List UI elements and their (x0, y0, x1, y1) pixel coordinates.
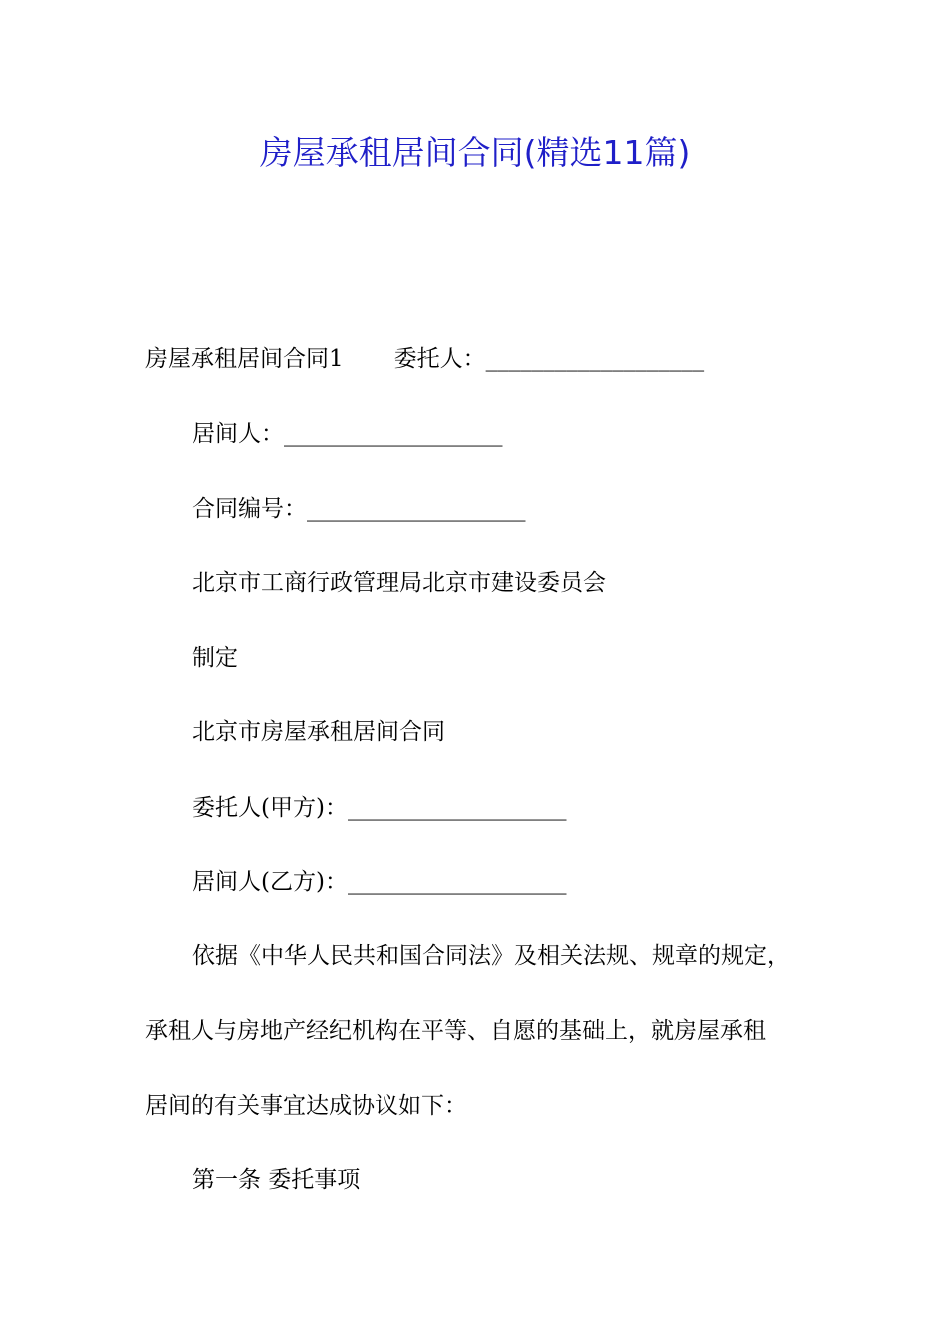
document-title: 房屋承租居间合同(精选11篇) (259, 133, 691, 172)
intermediary-field: 居间人：___________________ (192, 421, 503, 447)
issued-label: 制定 (192, 645, 238, 671)
article-1-heading: 第一条 委托事项 (192, 1167, 361, 1193)
issuing-authority: 北京市工商行政管理局北京市建设委员会 (192, 570, 606, 596)
preamble-line-1: 依据《中华人民共和国合同法》及相关法规、规章的规定， (192, 943, 790, 969)
party-b-field: 居间人(乙方)：___________________ (192, 869, 567, 895)
client-field: 委托人：___________________ (393, 346, 705, 372)
preamble-line-3: 居间的有关事宜达成协议如下： (145, 1093, 467, 1119)
contract-number-field: 合同编号：___________________ (192, 496, 526, 522)
preamble-line-2: 承租人与房地产经纪机构在平等、自愿的基础上，就房屋承租 (145, 1018, 766, 1044)
contract-heading: 房屋承租居间合同1 (145, 346, 344, 372)
contract-subtitle: 北京市房屋承租居间合同 (192, 719, 445, 745)
contract-heading-line (145, 343, 704, 375)
party-a-field: 委托人(甲方)：___________________ (192, 795, 567, 821)
